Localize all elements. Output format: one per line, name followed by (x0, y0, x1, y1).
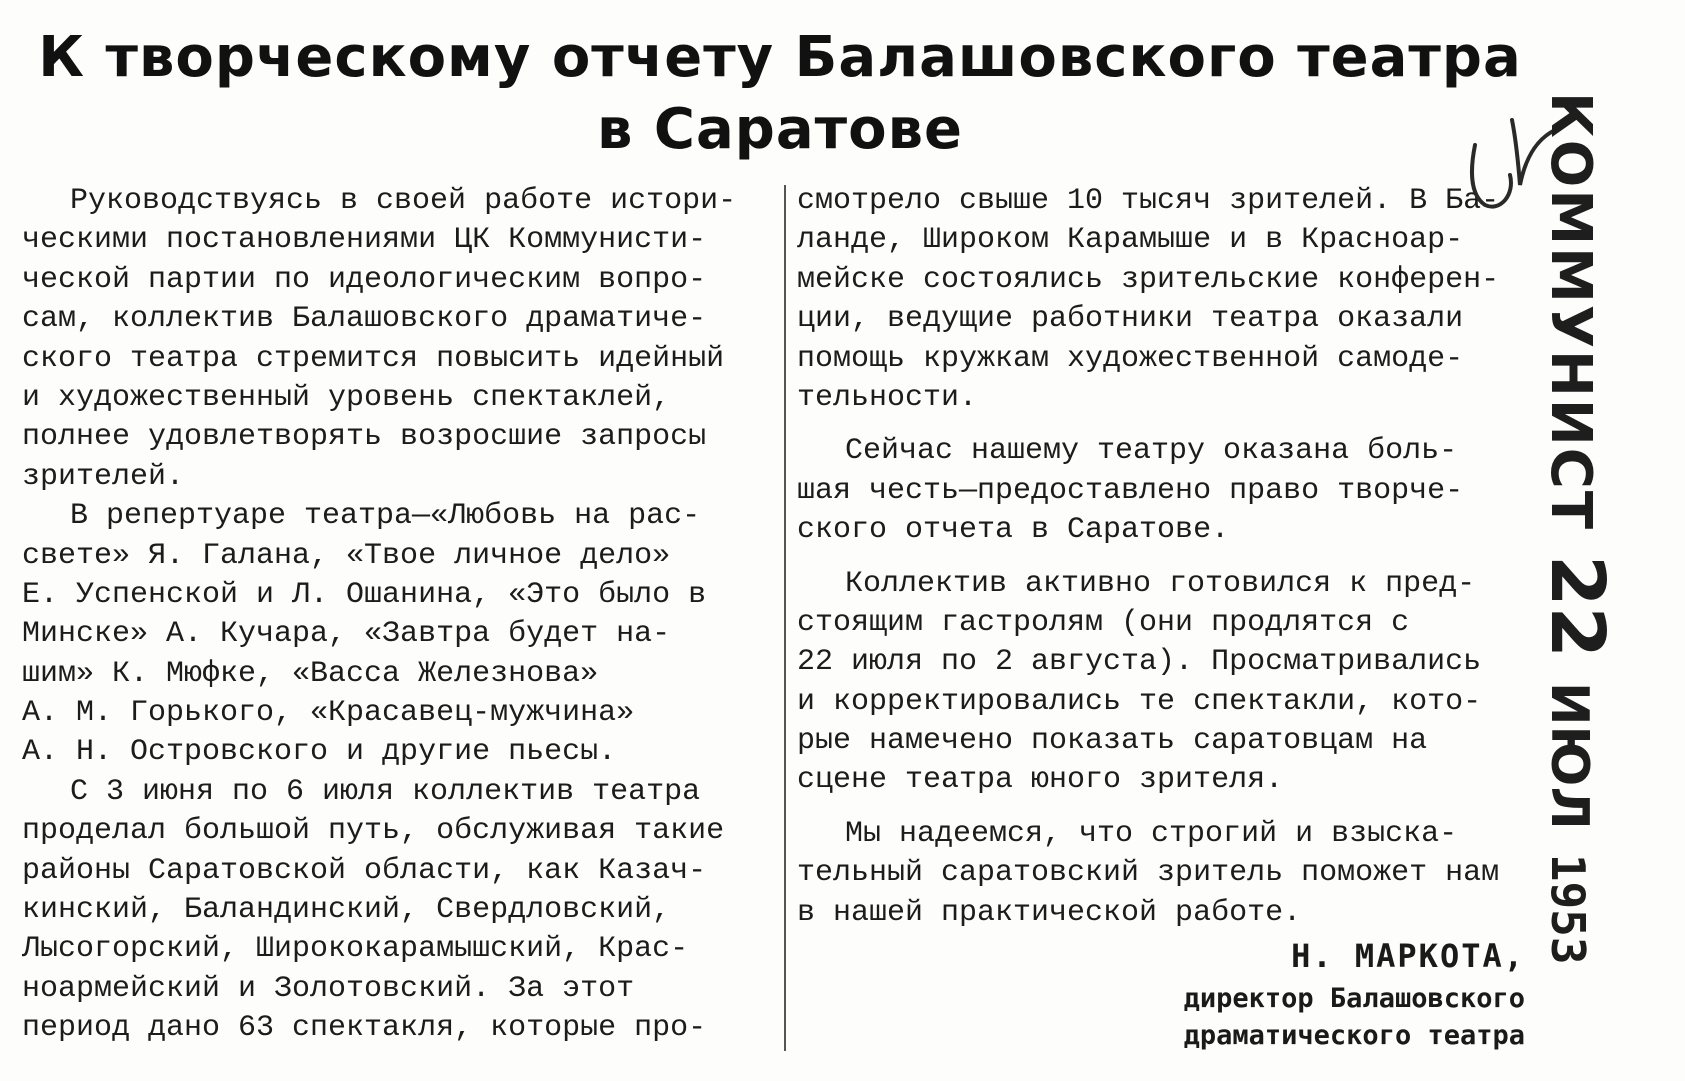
author-role-line-2: драматического театра (1183, 1020, 1525, 1051)
headline-line-1: К творческому отчету Балашовского театра (38, 25, 1522, 90)
text-line: мейске состоялись зрительские конферен- (797, 262, 1500, 297)
text-line: смотрело свыше 10 тысяч зрителей. В Ба- (797, 184, 1500, 218)
text-line: ского отчета в Саратове. (797, 513, 1230, 548)
text-line: и корректировались те спектакли, кото- (797, 684, 1482, 719)
author-name: Н. МАРКОТА, (1291, 937, 1525, 975)
text-line: период дано 63 спектакля, которые про- (22, 1011, 707, 1046)
text-line: зрителей. (22, 459, 185, 494)
text-line: ции, ведущие работники театра оказали (797, 302, 1464, 337)
text-line: в нашей практической работе. (797, 895, 1302, 930)
text-line: Руководствуясь в своей работе истори- (70, 184, 737, 218)
text-line: Е. Успенской и Л. Ошанина, «Это было в (22, 577, 707, 612)
text-line: А. М. Горького, «Красавец-мужчина» (22, 696, 635, 731)
text-line: тельный саратовский зритель поможет нам (797, 856, 1500, 891)
headline-line-2: в Саратове (596, 97, 964, 162)
text-line: и художественный уровень спектаклей, (22, 380, 671, 415)
left-column (22, 182, 770, 1049)
text-line: С 3 июня по 6 июля коллектив театра (70, 774, 701, 809)
column-divider (784, 185, 786, 1051)
text-line: ческой партии по идеологическим вопро- (22, 262, 707, 297)
text-line: ноармейский и Золотовский. За этот (22, 971, 635, 1006)
text-line: полнее удовлетворять возросшие запросы (22, 420, 707, 455)
text-line: Минске» А. Кучара, «Завтра будет на- (22, 617, 671, 652)
text-line: ского театра стремится повысить идейный (22, 341, 725, 376)
text-line: районы Саратовской области, как Казач- (22, 853, 707, 888)
text-line: А. Н. Островского и другие пьесы. (22, 735, 617, 770)
text-line: шая честь—предоставлено право творче- (797, 473, 1464, 508)
text-line: ческими постановлениями ЦК Коммунисти- (22, 223, 707, 258)
text-line: рые намечено показать саратовцам на (797, 724, 1428, 759)
text-line: проделал большой путь, обслуживая такие (22, 814, 725, 849)
right-column (797, 182, 1543, 933)
text-line: ланде, Широком Карамыше и в Красноар- (797, 223, 1464, 258)
article-headline (20, 22, 1540, 166)
text-line: В репертуаре театра—«Любовь на рас- (70, 499, 701, 534)
stamp-month: ИЮЛ (1539, 682, 1599, 830)
text-line: кинский, Баландинский, Свердловский, (22, 893, 671, 928)
text-line: Мы надеемся, что строгий и взыска- (845, 816, 1458, 851)
date-stamp (1534, 92, 1620, 965)
text-line: стоящим гастролям (они продлятся с (797, 605, 1410, 640)
stamp-newspaper-name: КОММУНИСТ (1538, 92, 1603, 532)
text-line: шим» К. Мюфке, «Васса Железнова» (22, 656, 599, 691)
text-line: Коллектив активно готовился к пред- (845, 566, 1476, 601)
stamp-day: 22 (1534, 555, 1620, 659)
text-line: сцене театра юного зрителя. (797, 763, 1284, 798)
stamp-year: 1953 (1541, 853, 1595, 965)
text-line: 22 июля по 2 августа). Просматривались (797, 645, 1482, 680)
author-role-line-1: директор Балашовского (1183, 983, 1525, 1014)
text-line: Лысогорский, Ширококарамышский, Крас- (22, 932, 689, 967)
text-line: тельности. (797, 380, 978, 415)
text-line: свете» Я. Галана, «Твое личное дело» (22, 538, 671, 573)
text-line: сам, коллектив Балашовского драматиче- (22, 302, 707, 337)
text-line: Сейчас нашему театру оказана боль- (845, 434, 1458, 469)
text-line: помощь кружкам художественной самоде- (797, 341, 1464, 376)
